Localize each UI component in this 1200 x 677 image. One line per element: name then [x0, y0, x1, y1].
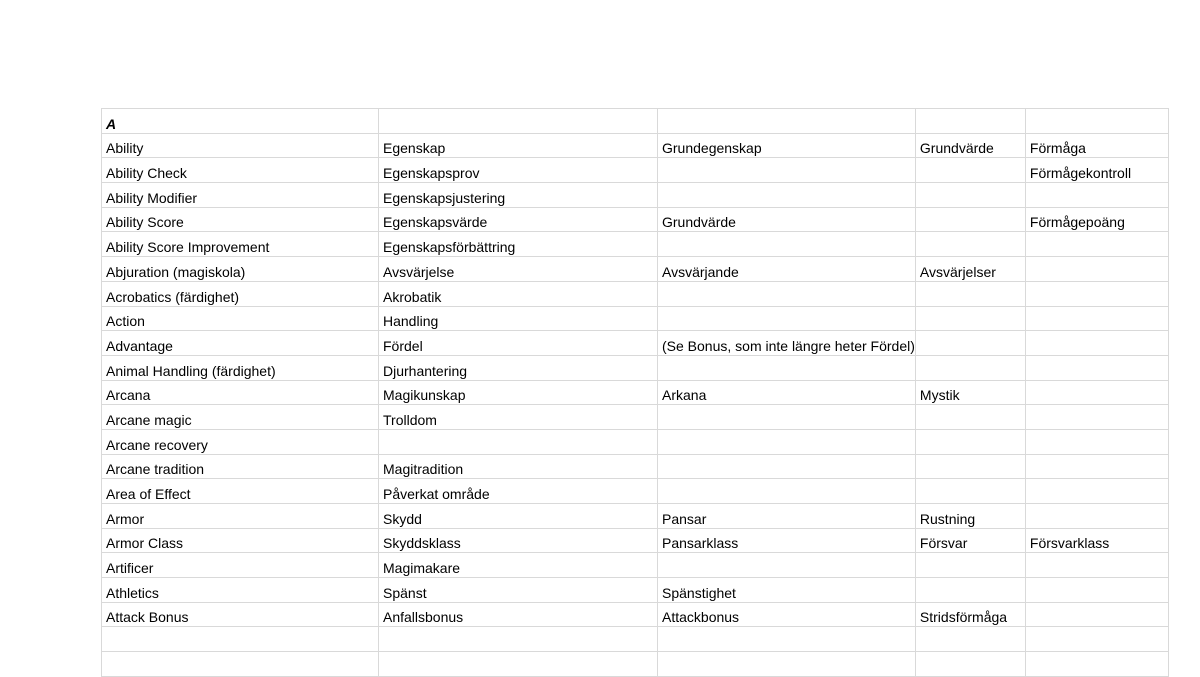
cell-term-sv-4 [1025, 652, 1168, 677]
cell-term-en: Ability Score [102, 207, 379, 232]
table-row [102, 232, 1169, 257]
cell-term-sv-4 [1025, 405, 1168, 430]
cell-term-sv-1 [379, 652, 658, 677]
cell-term-sv-1: Handling [379, 306, 658, 331]
cell-term-sv-2 [658, 405, 916, 430]
cell-term-en: Action [102, 306, 379, 331]
cell-term-sv-4 [1025, 281, 1168, 306]
table-cell [658, 109, 916, 134]
cell-term-sv-2 [658, 355, 916, 380]
table-row [102, 405, 1169, 430]
table-row [102, 306, 1169, 331]
table-row [102, 627, 1169, 652]
cell-term-sv-1: Magitradition [379, 454, 658, 479]
cell-term-sv-3 [915, 405, 1025, 430]
cell-term-en: Ability Modifier [102, 183, 379, 208]
cell-term-sv-3: Rustning [915, 504, 1025, 529]
cell-term-en: Ability [102, 133, 379, 158]
cell-term-sv-2: Grundegenskap [658, 133, 916, 158]
cell-term-sv-2 [658, 183, 916, 208]
table-row [102, 183, 1169, 208]
cell-term-sv-4 [1025, 602, 1168, 627]
table-cell [379, 109, 658, 134]
table-row [102, 602, 1169, 627]
table-cell [915, 109, 1025, 134]
table-row [102, 207, 1169, 232]
cell-term-sv-4 [1025, 232, 1168, 257]
section-heading-row [102, 109, 1169, 134]
cell-term-sv-2 [658, 429, 916, 454]
cell-term-en: Arcane magic [102, 405, 379, 430]
cell-term-sv-1 [379, 627, 658, 652]
cell-term-sv-3 [915, 331, 1025, 356]
cell-term-sv-3 [915, 578, 1025, 603]
cell-term-sv-3 [915, 306, 1025, 331]
cell-term-sv-2 [658, 627, 916, 652]
cell-term-en: Area of Effect [102, 479, 379, 504]
table-row [102, 257, 1169, 282]
cell-term-sv-3 [915, 553, 1025, 578]
cell-term-sv-4 [1025, 380, 1168, 405]
cell-term-sv-3 [915, 207, 1025, 232]
cell-term-sv-3 [915, 232, 1025, 257]
cell-term-en [102, 652, 379, 677]
cell-term-sv-4 [1025, 429, 1168, 454]
cell-term-sv-3 [915, 652, 1025, 677]
cell-term-sv-1: Trolldom [379, 405, 658, 430]
cell-term-en: Attack Bonus [102, 602, 379, 627]
cell-term-sv-2 [658, 652, 916, 677]
cell-term-sv-1: Skyddsklass [379, 528, 658, 553]
cell-term-sv-2 [658, 306, 916, 331]
cell-term-en: Ability Score Improvement [102, 232, 379, 257]
cell-term-sv-2 [658, 479, 916, 504]
cell-term-sv-2: Arkana [658, 380, 916, 405]
cell-term-sv-1: Akrobatik [379, 281, 658, 306]
cell-term-en: Arcane tradition [102, 454, 379, 479]
cell-term-sv-3 [915, 627, 1025, 652]
cell-term-sv-4 [1025, 504, 1168, 529]
cell-term-sv-1: Anfallsbonus [379, 602, 658, 627]
cell-term-sv-2 [658, 553, 916, 578]
cell-term-sv-4 [1025, 553, 1168, 578]
cell-term-sv-2: Grundvärde [658, 207, 916, 232]
cell-term-sv-2 [658, 158, 916, 183]
cell-term-sv-1: Avsvärjelse [379, 257, 658, 282]
cell-term-sv-4 [1025, 331, 1168, 356]
cell-term-sv-2: Spänstighet [658, 578, 916, 603]
cell-term-sv-2: Avsvärjande [658, 257, 916, 282]
table-row [102, 504, 1169, 529]
cell-term-sv-2 [658, 454, 916, 479]
section-heading: A [102, 109, 379, 134]
cell-term-sv-3 [915, 158, 1025, 183]
table-row [102, 652, 1169, 677]
table-row [102, 528, 1169, 553]
table-row [102, 133, 1169, 158]
cell-term-sv-1: Skydd [379, 504, 658, 529]
table-row [102, 429, 1169, 454]
cell-term-sv-3: Grundvärde [915, 133, 1025, 158]
cell-term-sv-4: Förmågekontroll [1025, 158, 1168, 183]
cell-term-sv-2: Attackbonus [658, 602, 916, 627]
cell-term-en [102, 627, 379, 652]
table-row [102, 479, 1169, 504]
cell-term-sv-4 [1025, 183, 1168, 208]
cell-term-sv-1: Egenskapsförbättring [379, 232, 658, 257]
table-row [102, 553, 1169, 578]
cell-term-sv-3 [915, 281, 1025, 306]
cell-term-en: Arcana [102, 380, 379, 405]
table-row [102, 331, 1169, 356]
cell-term-sv-4 [1025, 355, 1168, 380]
cell-term-sv-1: Spänst [379, 578, 658, 603]
cell-term-sv-4 [1025, 454, 1168, 479]
cell-term-en: Acrobatics (färdighet) [102, 281, 379, 306]
cell-term-sv-4 [1025, 257, 1168, 282]
cell-term-sv-1: Egenskapsvärde [379, 207, 658, 232]
cell-term-sv-3: Stridsförmåga [915, 602, 1025, 627]
cell-term-sv-4 [1025, 306, 1168, 331]
cell-term-sv-3 [915, 429, 1025, 454]
cell-term-en: Athletics [102, 578, 379, 603]
cell-term-en: Animal Handling (färdighet) [102, 355, 379, 380]
table-row [102, 158, 1169, 183]
cell-term-sv-2: (Se Bonus, som inte längre heter Fördel) [658, 331, 916, 356]
cell-term-sv-3: Försvar [915, 528, 1025, 553]
cell-term-sv-4: Förmåga [1025, 133, 1168, 158]
cell-term-sv-1: Egenskapsprov [379, 158, 658, 183]
cell-term-sv-3 [915, 355, 1025, 380]
cell-term-sv-1: Påverkat område [379, 479, 658, 504]
cell-term-sv-1: Egenskapsjustering [379, 183, 658, 208]
cell-term-sv-1: Magikunskap [379, 380, 658, 405]
cell-term-sv-3 [915, 183, 1025, 208]
cell-term-sv-4 [1025, 479, 1168, 504]
cell-term-en: Arcane recovery [102, 429, 379, 454]
cell-term-sv-2 [658, 281, 916, 306]
cell-term-sv-1: Egenskap [379, 133, 658, 158]
table-row [102, 355, 1169, 380]
glossary-table-body [102, 109, 1169, 677]
cell-term-sv-2: Pansar [658, 504, 916, 529]
table-row [102, 380, 1169, 405]
cell-term-sv-3 [915, 479, 1025, 504]
table-row [102, 281, 1169, 306]
cell-term-sv-4: Försvarklass [1025, 528, 1168, 553]
cell-term-sv-2 [658, 232, 916, 257]
cell-term-sv-1: Magimakare [379, 553, 658, 578]
cell-term-en: Armor Class [102, 528, 379, 553]
cell-term-en: Armor [102, 504, 379, 529]
cell-term-sv-3: Mystik [915, 380, 1025, 405]
cell-term-sv-1: Fördel [379, 331, 658, 356]
cell-term-sv-4 [1025, 627, 1168, 652]
cell-term-en: Artificer [102, 553, 379, 578]
cell-term-en: Abjuration (magiskola) [102, 257, 379, 282]
cell-term-en: Advantage [102, 331, 379, 356]
cell-term-sv-2: Pansarklass [658, 528, 916, 553]
cell-term-sv-1 [379, 429, 658, 454]
glossary-table [101, 108, 1169, 677]
cell-term-sv-4 [1025, 578, 1168, 603]
cell-term-sv-4: Förmågepoäng [1025, 207, 1168, 232]
cell-term-sv-3: Avsvärjelser [915, 257, 1025, 282]
cell-term-sv-3 [915, 454, 1025, 479]
table-row [102, 578, 1169, 603]
table-row [102, 454, 1169, 479]
table-cell [1025, 109, 1168, 134]
cell-term-en: Ability Check [102, 158, 379, 183]
cell-term-sv-1: Djurhantering [379, 355, 658, 380]
